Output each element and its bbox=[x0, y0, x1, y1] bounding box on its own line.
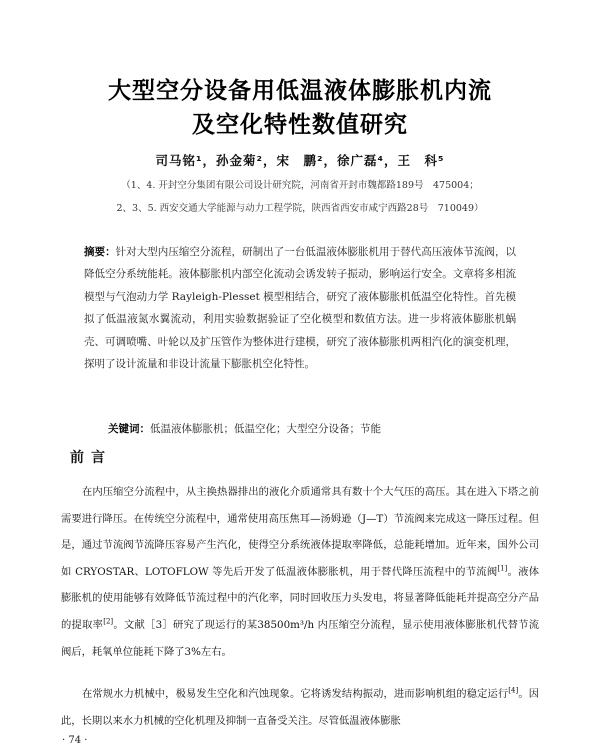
para2-text-b: 。因此，长期以来水力机械的空化机理及抑制一直备受关注。尽管低温液体膨胀 bbox=[61, 688, 540, 727]
citation-ref: [4] bbox=[508, 686, 519, 695]
citation-ref: [2] bbox=[103, 617, 114, 626]
page-number: · 74 · bbox=[62, 735, 88, 746]
paper-title-line2: 及空化特性数值研究 bbox=[192, 112, 408, 138]
para1-text-a: 在内压缩空分流程中，从主换热器排出的液化介质通常具有数十个大气压的高压。其在进入下塔之前需要进行降压。在传统空分流程中，通常使用高压焦耳—汤姆逊（J—T）节流阀来完成这一降压过程。但是，通过节流阀节流降压容易产生汽化，使得空分系统液体提取率降低，总能耗增加。近年来，国外公司如 CRYOSTAR、LOTOFLOW 等先后开发了低温液体膨胀机，用于替代降压流程中的节流阀 bbox=[61, 486, 539, 578]
keywords-label: 关键词： bbox=[108, 423, 150, 435]
intro-paragraph-1 bbox=[61, 479, 539, 665]
author-list: 司马铭¹，孙金菊²，宋 鹏²，徐广磊⁴，王 科⁵ bbox=[155, 153, 445, 168]
abstract bbox=[84, 241, 516, 375]
keywords bbox=[108, 421, 528, 436]
para1-text-c: 。文献［3］研究了现运行的某38500m³/h 内压缩空分流程，显示使用液体膨胀机代替节流阀后，耗氧单位能耗下降了3%左右。 bbox=[61, 618, 540, 658]
para2-text-a: 在常规水力机械中，极易发生空化和汽蚀现象。它将诱发结构振动，进而影响机组的稳定运行 bbox=[82, 688, 509, 700]
citation-ref: [1] bbox=[497, 564, 508, 573]
section-heading-introduction: 前言 bbox=[70, 450, 112, 466]
para1-text-b: 。液体膨胀机的使用能够有效降低节流过程中的汽化率，同时回收压力头发电，将显著降低能耗并提高空分产品的提取率 bbox=[61, 565, 540, 631]
keywords-text: 低温液体膨胀机；低温空化；大型空分设备；节能 bbox=[150, 423, 381, 435]
intro-paragraph-2 bbox=[61, 681, 539, 734]
paper-title-line1: 大型空分设备用低温液体膨胀机内流 bbox=[108, 78, 492, 104]
abstract-text: 针对大型内压缩空分流程，研制出了一台低温液体膨胀机用于替代高压液体节流阀，以降低空分系统能耗。液体膨胀机内部空化流动会诱发转子振动，影响运行安全。文章将多相流模型与气泡动力学 Rayleigh-Plesset 模型相结合，研究了液体膨胀机低温空化特性。首先模拟了低温液氮水翼流动，利用实验数据验证了空化模型和数值方法。进一步将液体膨胀机蜗壳、可调喷嘴、叶轮以及扩压管作为整体进行建模，研究了液体膨胀机两相汽化的演变机理，探明了设计流量和非设计流量下膨胀机空化特性。 bbox=[84, 246, 517, 371]
abstract-label: 摘要： bbox=[84, 246, 116, 258]
affiliation-line2: 2、3、5. 西安交通大学能源与动力工程学院，陕西省西安市咸宁西路28号 710049） bbox=[116, 203, 484, 214]
affiliation-line1: （1、4. 开封空分集团有限公司设计研究院，河南省开封市魏都路189号 475004； bbox=[121, 180, 479, 191]
